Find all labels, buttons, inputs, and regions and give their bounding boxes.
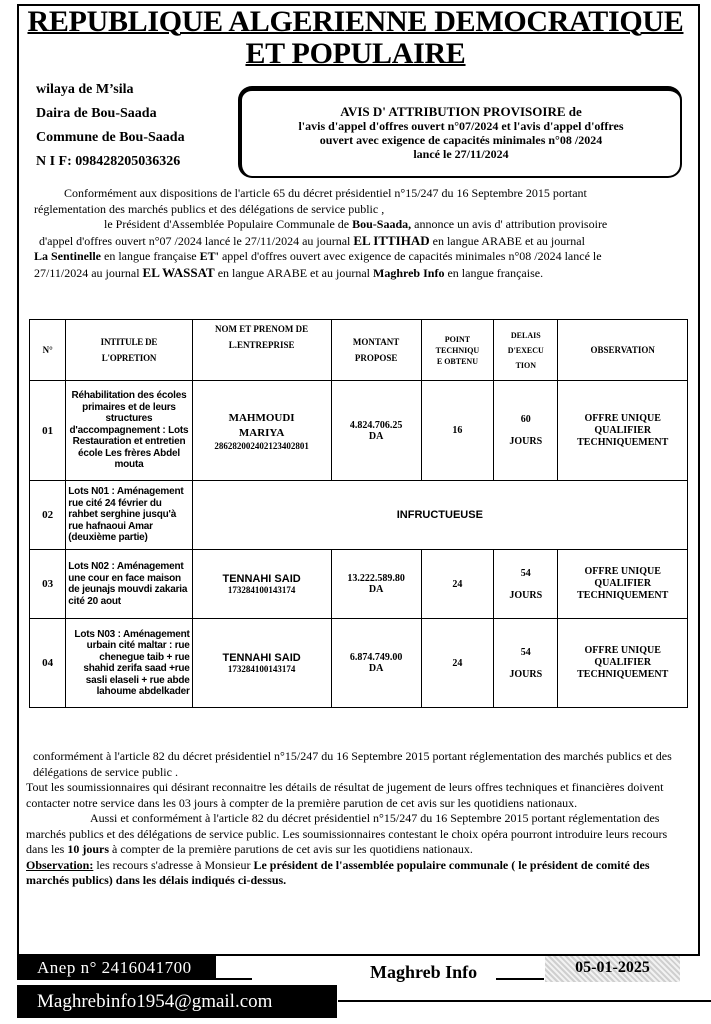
- avis-heading: AVIS D' ATTRIBUTION PROVISOIRE de: [340, 104, 582, 119]
- currency: DA: [368, 584, 384, 595]
- entreprise-id: 173284100143174: [227, 664, 296, 674]
- anep-number: Anep n° 2416041700: [17, 955, 216, 980]
- avis-line3: ouvert avec exigence de capacités minimales n°08 /2024: [319, 133, 603, 147]
- cell-entreprise: [192, 381, 331, 481]
- closing-paragraphs: [26, 749, 686, 889]
- avis-line4: lancé le 27/11/2024: [413, 147, 509, 161]
- header-entreprise: [192, 320, 331, 381]
- intro-line: Conformément aux dispositions de l'article 65 du décret présidentiel n°15/247 du 16 Septembre 2015 portant: [64, 186, 587, 200]
- header-points: [421, 320, 494, 381]
- publication-name: Maghreb Info: [370, 962, 478, 982]
- entreprise-name: MAHMOUDI MARIYA: [228, 411, 295, 439]
- entreprise-id: 286282002402123402801: [214, 440, 309, 451]
- text: à compter de la première parutions de cet avis sur les quotidiens nationaux.: [109, 842, 473, 856]
- observation-label: Observation:: [26, 857, 94, 872]
- delai-unit: JOURS: [509, 436, 543, 447]
- text: PROPOSE: [354, 353, 398, 363]
- table-row: [30, 481, 688, 550]
- cell-operation: Lots N02 : Aménagement une cour en face maison de jeunajs mouvdi zakaria cité 20 aout: [66, 550, 192, 619]
- cell-montant: [331, 619, 421, 708]
- results-table: [29, 319, 688, 708]
- nif: N I F: 098428205036326: [36, 154, 181, 169]
- header-operation: [66, 320, 192, 381]
- text: en langue française: [101, 249, 200, 263]
- header-montant: [331, 320, 421, 381]
- divider: [496, 978, 544, 980]
- cell-no: 02: [30, 481, 66, 550]
- closing-p1: conformément à l'article 82 du décret présidentiel n°15/247 du 16 Septembre 2015 portant réglementation des marchés publics et des délégations de service public .: [33, 749, 672, 779]
- cell-points: 24: [421, 550, 494, 619]
- amount: 4.824.706.25: [349, 419, 403, 431]
- daira: Daira de Bou-Saada: [36, 106, 157, 121]
- delai-value: 54: [520, 646, 531, 658]
- text: DELAIS: [510, 330, 541, 340]
- text: E OBTENU: [436, 356, 478, 366]
- entreprise-id: 173284100143174: [227, 585, 296, 595]
- email-address: Maghrebinfo1954@gmail.com: [17, 985, 337, 1018]
- publication-date: 05-01-2025: [545, 956, 680, 982]
- text: 27/11/2024 au journal: [34, 265, 143, 280]
- journal-name: EL ITTIHAD: [353, 232, 430, 248]
- text: Le président de l'assemblée populaire communale ( le président de comité des marchés publics) dans les délais indiqués ci-dessus.: [26, 857, 650, 887]
- text: en langue ARABE et au journal: [429, 233, 585, 248]
- cell-no: 03: [30, 550, 66, 619]
- issuer-info: [36, 78, 185, 174]
- cell-observation: OFFRE UNIQUE QUALIFIER TECHNIQUEMENT: [558, 381, 688, 481]
- intro-line: réglementation des marchés publics et des délégations de service public ,: [34, 201, 385, 216]
- cell-points: 16: [421, 381, 494, 481]
- intro-line: [34, 233, 684, 250]
- text: le Président d'Assemblée Populaire Communale de: [104, 217, 353, 231]
- entreprise-name: TENNAHI SAID: [222, 652, 301, 664]
- cell-result: INFRUCTUEUSE: [192, 481, 687, 550]
- text: annonce un avis d' attribution provisoire: [411, 217, 608, 231]
- cell-montant: [331, 550, 421, 619]
- text: TECHNIQU: [435, 345, 480, 355]
- journal-name: La Sentinelle: [34, 249, 102, 263]
- table-header-row: [30, 320, 688, 381]
- cell-operation: Lots N03 : Aménagement urbain cité maltar : rue chenegue taib + rue shahid zerifa saad +rue sasli elaseli + rue abde lahoume abdelkader: [66, 619, 192, 708]
- cell-no: 01: [30, 381, 66, 481]
- header-observation: OBSERVATION: [558, 320, 688, 381]
- deadline: 10 jours: [67, 842, 109, 856]
- delai-unit: JOURS: [509, 589, 543, 601]
- cell-delai: [494, 619, 558, 708]
- text: les recours s'adresse à Monsieur: [93, 857, 254, 872]
- cell-operation: Réhabilitation des écoles primaires et de leurs structures d'accompagnement : Lots Restauration et entretien école Les frères Abdel mouta: [66, 381, 192, 481]
- text: D'EXECU: [507, 345, 544, 355]
- cell-montant: [331, 381, 421, 481]
- commune: Commune de Bou-Saada: [36, 130, 185, 145]
- text: NOM ET PRENOM DE: [215, 324, 309, 334]
- text: L'OPRETION: [101, 353, 157, 363]
- text: Aussi et conformément à l'article 82 du décret présidentiel n°15/247 du 16 Septembre 2015 portant réglementation des marchés publics et des délégations de service public. Les soumissionnaires contestant le choix opéra pourront introduire leurs recours dans les: [26, 811, 668, 856]
- delai-unit: JOURS: [509, 668, 543, 680]
- text: d'appel d'offres ouvert n°07 /2024 lancé le 27/11/2024 au journal: [39, 233, 354, 248]
- closing-p2: Tout les soumissionnaires qui désirant reconnaitre les détails de résultat de jugement de leurs offres techniques et financières doivent contacter notre service dans les 03 jours à compter de la première parution de cet avis sur les quotidiens nationaux.: [26, 780, 664, 810]
- text: POINT: [444, 334, 471, 344]
- text: appel d'offres ouvert avec exigence de capacités minimales n°08 /2024 lancé le: [218, 249, 602, 263]
- divider: [338, 1000, 711, 1002]
- cell-delai: [494, 550, 558, 619]
- amount: 6.874.749.00: [349, 652, 403, 663]
- intro-line: [34, 249, 684, 265]
- text: MONTANT: [352, 337, 400, 347]
- avis-box: [238, 86, 682, 178]
- cell-entreprise: [192, 550, 331, 619]
- cell-entreprise: [192, 619, 331, 708]
- entreprise-name: TENNAHI SAID: [222, 573, 301, 585]
- table-row: [30, 619, 688, 708]
- closing-p3: [26, 811, 686, 858]
- text: ET': [199, 249, 219, 263]
- avis-line2: l'avis d'appel d'offres ouvert n°07/2024 et l'avis d'appel d'offres: [298, 119, 624, 133]
- observation-note: [26, 858, 686, 889]
- text: en langue française.: [444, 265, 544, 280]
- cell-no: 04: [30, 619, 66, 708]
- journal-name: EL WASSAT: [142, 264, 215, 280]
- table-row: [30, 550, 688, 619]
- page-title-line2: ET POPULAIRE: [245, 37, 466, 70]
- text: en langue ARABE et au journal: [214, 265, 373, 280]
- wilaya: wilaya de M’sila: [36, 82, 134, 97]
- cell-operation: Lots N01 : Aménagement rue cité 24 février du rahbet serghine jusqu'à rue hafnaoui Amar (deuxième partie): [66, 481, 192, 550]
- journal-name: Maghreb Info: [373, 265, 445, 280]
- divider: [216, 978, 252, 980]
- table-row: [30, 381, 688, 481]
- intro-paragraph: [34, 186, 684, 281]
- cell-observation: OFFRE UNIQUE QUALIFIER TECHNIQUEMENT: [558, 550, 688, 619]
- commune-name: Bou-Saada,: [352, 217, 412, 231]
- page-title-line1: REPUBLIQUE ALGERIENNE DEMOCRATIQUE: [27, 5, 684, 38]
- cell-points: 24: [421, 619, 494, 708]
- header-no: N°: [30, 320, 66, 381]
- delai-value: 60: [520, 414, 531, 425]
- intro-line: [34, 217, 684, 233]
- text: INTITULE DE: [100, 337, 158, 347]
- currency: DA: [368, 430, 384, 442]
- cell-observation: OFFRE UNIQUE QUALIFIER TECHNIQUEMENT: [558, 619, 688, 708]
- text: L.ENTREPRISE: [228, 340, 295, 350]
- intro-line: [34, 265, 684, 282]
- currency: DA: [368, 663, 384, 674]
- cell-delai: [494, 381, 558, 481]
- delai-value: 54: [520, 567, 531, 579]
- text: TION: [515, 360, 537, 370]
- header-delai: [494, 320, 558, 381]
- amount: 13.222.589.80: [347, 573, 405, 584]
